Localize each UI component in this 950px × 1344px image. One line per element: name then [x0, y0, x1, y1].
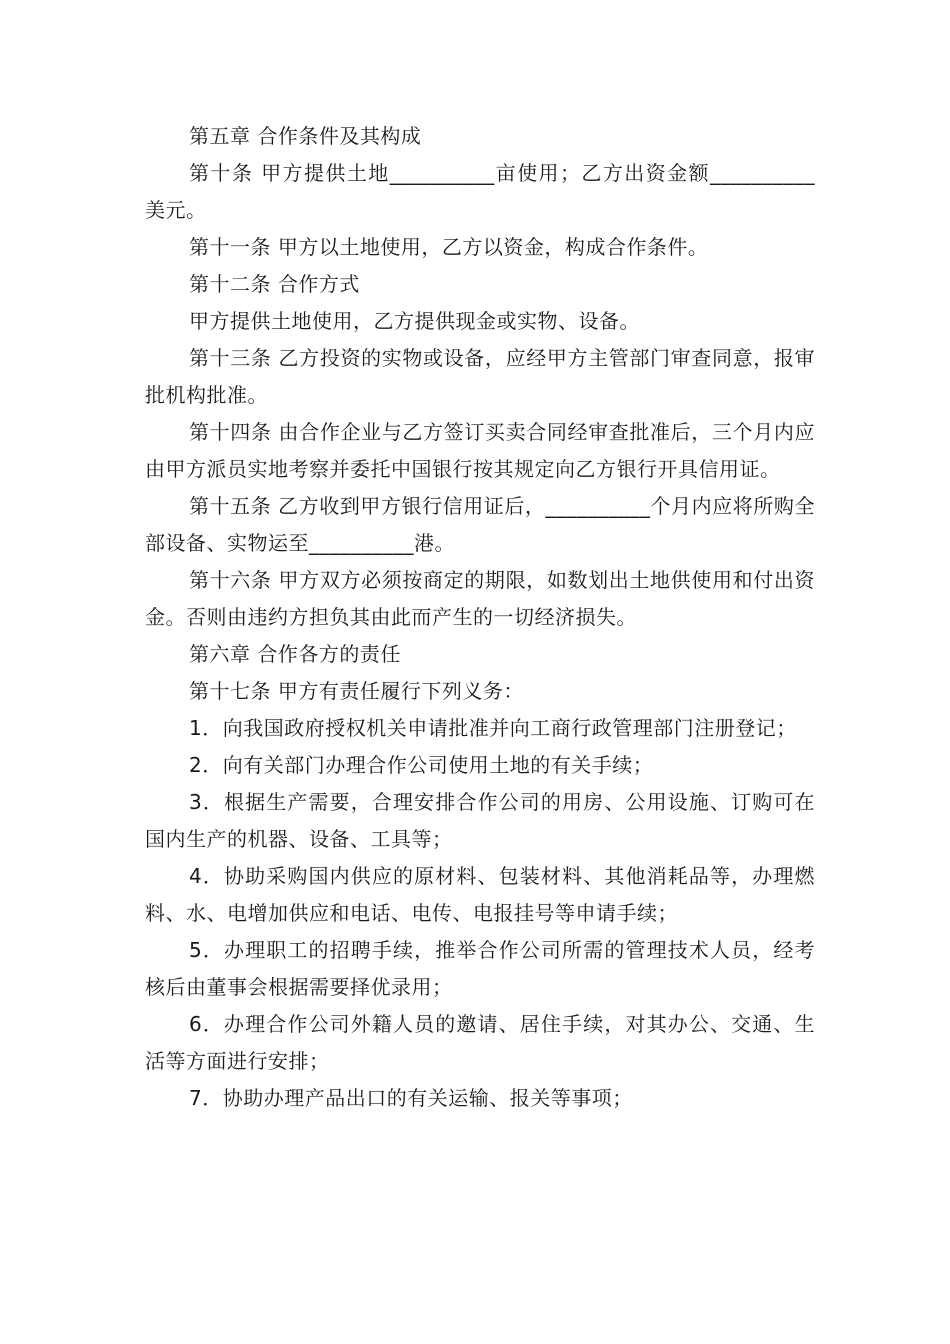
list-item: 7．协助办理产品出口的有关运输、报关等事项； [189, 1086, 633, 1110]
article-10: 第十条 甲方提供土地__________亩使用；乙方出资金额__________美元。 [145, 161, 815, 222]
list-item: 1．向我国政府授权机关申请批准并向工商行政管理部门注册登记； [189, 716, 797, 740]
article-12-body: 甲方提供土地使用，乙方提供现金或实物、设备。 [189, 309, 640, 333]
list-item: 5．办理职工的招聘手续，推举合作公司所需的管理技术人员，经考核后由董事会根据需要择优录用； [145, 938, 815, 999]
chapter-5-heading: 第五章 合作条件及其构成 [189, 124, 422, 148]
list-item: 3．根据生产需要，合理安排合作公司的用房、公用设施、订购可在国内生产的机器、设备、工具等； [145, 790, 815, 851]
article-14: 第十四条 由合作企业与乙方签订买卖合同经审查批准后，三个月内应由甲方派员实地考察并委托中国银行按其规定向乙方银行开具信用证。 [145, 420, 815, 481]
article-11: 第十一条 甲方以土地使用，乙方以资金，构成合作条件。 [189, 235, 709, 259]
list-item: 4．协助采购国内供应的原材料、包装材料、其他消耗品等，办理燃料、水、电增加供应和电话、电传、电报挂号等申请手续； [145, 864, 815, 925]
article-15: 第十五条 乙方收到甲方银行信用证后，__________个月内应将所购全部设备、实物运至__________港。 [145, 494, 815, 555]
list-item: 2．向有关部门办理合作公司使用土地的有关手续； [189, 753, 654, 777]
article-13: 第十三条 乙方投资的实物或设备，应经甲方主管部门审查同意，报审批机构批准。 [145, 346, 815, 407]
document-body [145, 118, 815, 1117]
list-item: 6．办理合作公司外籍人员的邀请、居住手续，对其办公、交通、生活等方面进行安排； [145, 1012, 815, 1073]
article-16: 第十六条 甲方双方必须按商定的期限，如数划出土地供使用和付出资金。否则由违约方担负其由此而产生的一切经济损失。 [145, 568, 815, 629]
article-12: 第十二条 合作方式 [189, 272, 360, 296]
chapter-6-heading: 第六章 合作各方的责任 [189, 642, 401, 666]
article-17: 第十七条 甲方有责任履行下列义务： [189, 679, 524, 703]
